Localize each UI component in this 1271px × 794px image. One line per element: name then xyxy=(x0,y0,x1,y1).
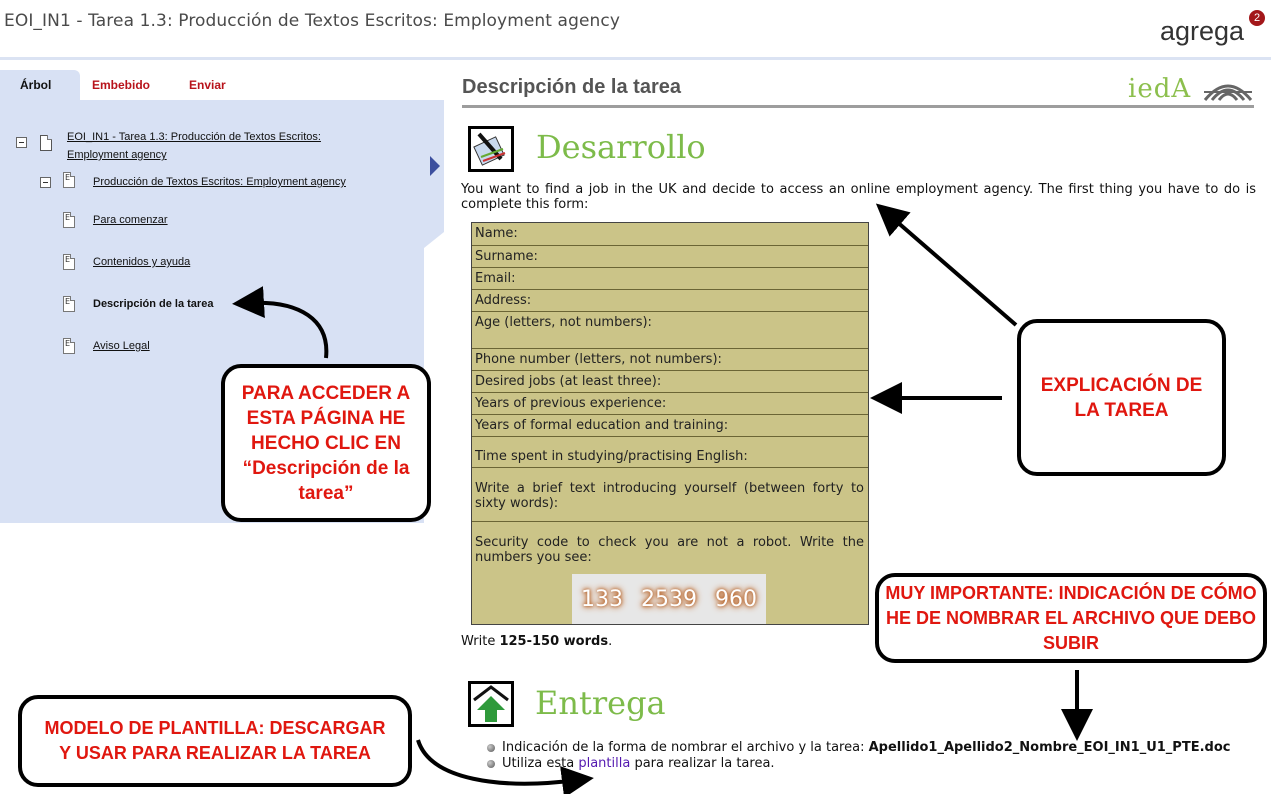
captcha-number: 960 xyxy=(715,586,757,612)
template-link[interactable]: plantilla xyxy=(578,756,631,771)
junta-logo-icon xyxy=(1202,74,1254,104)
window-title: EOI_IN1 - Tarea 1.3: Producción de Textos Escritos: Employment agency xyxy=(4,11,621,31)
form-field: Years of formal education and training: xyxy=(472,415,868,437)
word-count-value: 125-150 words xyxy=(499,634,609,649)
tree-item-label[interactable]: Para comenzar xyxy=(93,214,168,226)
captcha-number: 133 xyxy=(581,586,623,612)
collapse-panel-icon[interactable] xyxy=(430,156,440,176)
word-count-note xyxy=(461,634,612,649)
tree-item-label[interactable]: Descripción de la tarea xyxy=(93,298,214,310)
task-intro: You want to find a job in the UK and decide to access an online employment agency. The first thing you have to do is complete this form: xyxy=(461,182,1256,212)
employment-form xyxy=(471,222,869,625)
delivery-list xyxy=(487,740,1230,772)
form-field: Write a brief text introducing yourself (between forty to sixty words): xyxy=(472,468,868,522)
title-divider xyxy=(462,105,1254,108)
list-item-text: Indicación de la forma de nombrar el archivo y la tarea: xyxy=(502,740,869,755)
tree-item-label[interactable]: Aviso Legal xyxy=(93,340,150,352)
page-icon: E xyxy=(63,296,75,312)
tree-root[interactable] xyxy=(67,128,321,164)
tree-item-para-comenzar[interactable] xyxy=(93,214,168,226)
callout-text: PARA ACCEDER A ESTA PÁGINA HE HECHO CLIC EN “Descripción de la tarea” xyxy=(241,382,411,504)
tab-arbol[interactable]: Árbol xyxy=(0,70,80,101)
page-icon: E xyxy=(63,254,75,270)
callout-important xyxy=(875,573,1267,663)
list-item-text: Utiliza esta xyxy=(502,756,579,771)
captcha-image xyxy=(572,574,766,624)
list-item xyxy=(487,756,1230,772)
form-field: Address: xyxy=(472,290,868,312)
agrega-logo-badge: 2 xyxy=(1249,10,1265,26)
organization-icon: E xyxy=(63,172,75,188)
form-field: Name: xyxy=(472,223,868,246)
form-field: Desired jobs (at least three): xyxy=(472,371,868,393)
tree-root-label-line1[interactable]: EOI_IN1 - Tarea 1.3: Producción de Textos Escritos: xyxy=(67,131,321,143)
tree-item-label[interactable]: Contenidos y ayuda xyxy=(93,256,191,268)
list-item-text: para realizar la tarea. xyxy=(630,756,775,771)
ieda-logo: iedA xyxy=(1128,74,1192,104)
tree-child[interactable] xyxy=(93,176,346,188)
form-field: Security code to check you are not a robot. Write the numbers you see: xyxy=(475,535,864,565)
page-icon: E xyxy=(63,338,75,354)
tab-embebido[interactable]: Embebido xyxy=(92,78,151,92)
tab-enviar[interactable]: Enviar xyxy=(189,78,226,92)
page-title: Descripción de la tarea xyxy=(462,76,681,98)
callout-text: MUY IMPORTANTE: INDICACIÓN DE CÓMO HE DE NOMBRAR EL ARCHIVO QUE DEBO SUBIR xyxy=(885,582,1257,653)
tree-item-contenidos[interactable] xyxy=(93,256,190,268)
upload-icon xyxy=(468,681,514,727)
form-field: Years of previous experience: xyxy=(472,393,868,415)
package-icon xyxy=(40,135,52,151)
callout-access xyxy=(221,364,431,522)
tree-item-aviso-legal[interactable] xyxy=(93,340,150,352)
form-field: Age (letters, not numbers): xyxy=(472,312,868,349)
collapse-root-icon[interactable] xyxy=(16,137,27,148)
list-item xyxy=(487,740,1230,756)
tree-item-descripcion[interactable] xyxy=(93,298,213,310)
form-field: Email: xyxy=(472,268,868,290)
tree-child-label[interactable]: Producción de Textos Escritos: Employment agency xyxy=(93,176,346,188)
form-field: Phone number (letters, not numbers): xyxy=(472,349,868,371)
header-divider xyxy=(0,57,1271,60)
word-count-suffix: . xyxy=(608,634,613,649)
panel-edge xyxy=(424,232,444,248)
word-count-prefix: Write xyxy=(461,634,500,649)
callout-text: MODELO DE PLANTILLA: DESCARGAR Y USAR PARA REALIZAR LA TAREA xyxy=(44,718,386,763)
tree-root-label-line2[interactable]: Employment agency xyxy=(67,149,167,161)
arrow-to-intro xyxy=(888,214,1016,325)
callout-explanation xyxy=(1017,319,1226,476)
filename-format: Apellido1_Apellido2_Nombre_EOI_IN1_U1_PTE.doc xyxy=(868,740,1231,755)
page-icon: E xyxy=(63,212,75,228)
form-field: Surname: xyxy=(472,246,868,268)
collapse-child-icon[interactable] xyxy=(40,177,51,188)
desarrollo-heading: Desarrollo xyxy=(536,128,706,166)
callout-template xyxy=(18,695,412,787)
writing-icon xyxy=(468,126,514,172)
form-field: Time spent in studying/practising English: xyxy=(472,437,868,468)
sidebar-tabs xyxy=(0,70,444,102)
callout-text: EXPLICACIÓN DE LA TAREA xyxy=(1040,374,1203,421)
captcha-number: 2539 xyxy=(641,586,697,612)
entrega-heading: Entrega xyxy=(535,684,666,722)
agrega-logo: agrega xyxy=(1160,16,1245,46)
